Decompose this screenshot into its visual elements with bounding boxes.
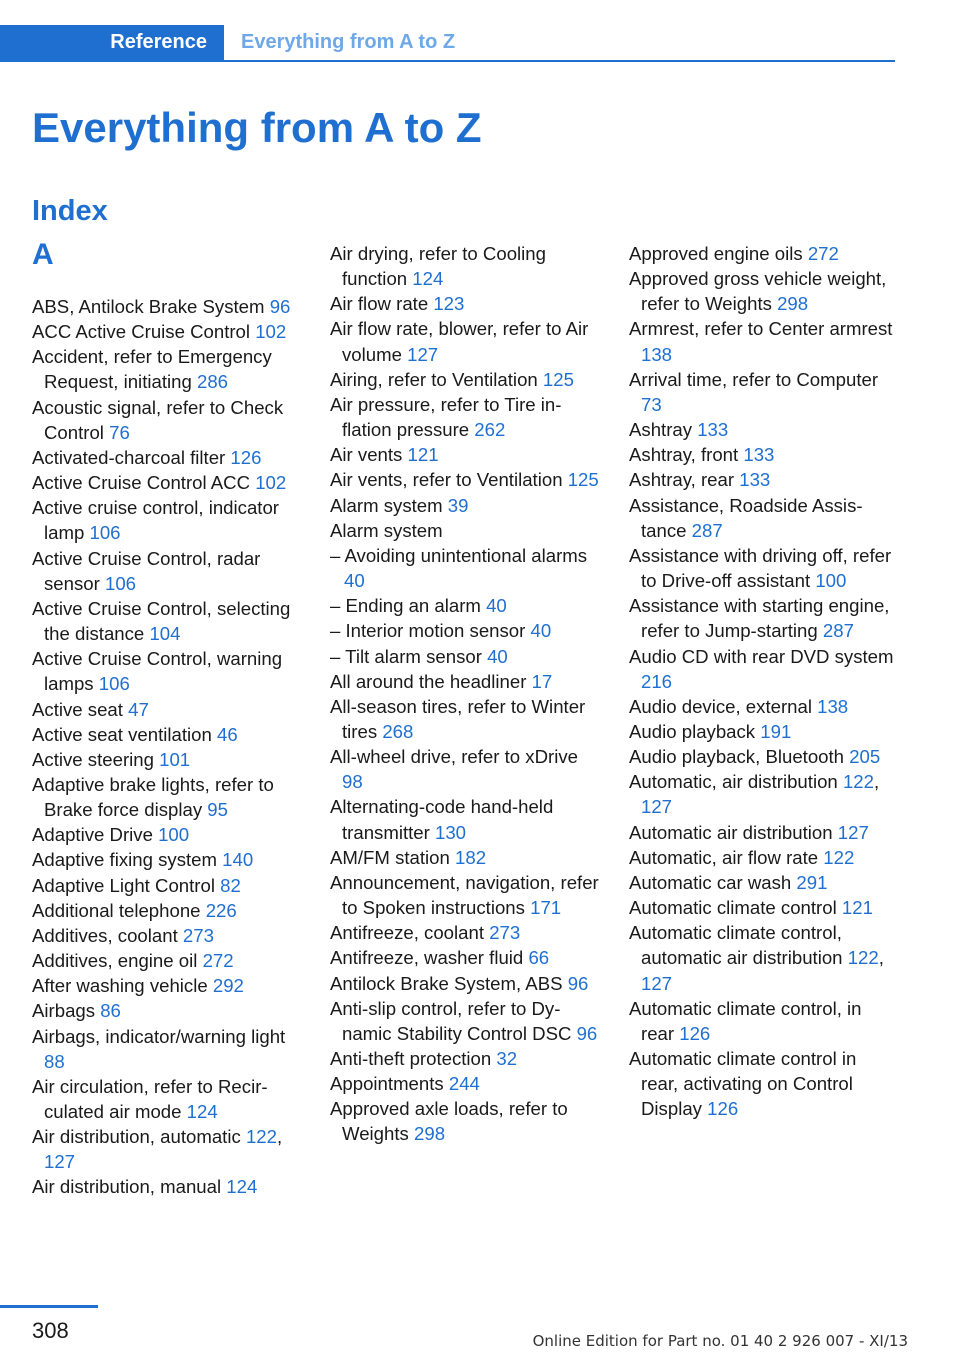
page-reference-link[interactable]: 125	[567, 469, 599, 491]
entry-term: Air drying, refer to Cooling function	[330, 243, 546, 290]
index-entry	[32, 646, 304, 696]
page-reference-link[interactable]: 272	[202, 950, 234, 972]
page-reference-link[interactable]: 98	[342, 771, 363, 793]
entry-term: Antilock Brake System, ABS	[330, 972, 563, 994]
index-column-2	[330, 241, 602, 1147]
page-reference-link[interactable]: 96	[576, 1022, 598, 1044]
entry-term: Additional telephone	[32, 899, 201, 921]
page-reference-link[interactable]: 82	[220, 874, 241, 896]
entry-term: Air flow rate	[330, 293, 429, 315]
entry-term: Active seat ventilation	[32, 723, 212, 745]
entry-term: Arrival time, refer to Computer	[629, 368, 879, 390]
page-title: Everything from A to Z	[32, 104, 482, 151]
page-reference-link[interactable]: 286	[196, 371, 229, 393]
entry-term: Automatic air distribution	[629, 821, 833, 843]
index-entry	[629, 316, 895, 366]
index-entry	[330, 794, 602, 844]
page-reference-link[interactable]: 291	[796, 871, 828, 893]
index-entry	[32, 898, 304, 923]
entry-term: Air vents, refer to Ventilation	[330, 469, 563, 491]
index-entry	[629, 417, 895, 442]
entry-term: Assistance with driving off, refer to Drive-off assistant	[629, 544, 892, 592]
page-reference-link[interactable]: 244	[448, 1073, 480, 1095]
index-entry	[330, 593, 602, 618]
entry-term: Additives, coolant	[32, 924, 178, 946]
entry-term: Anti-slip control, refer to Dynamic Stability Control DSC	[330, 997, 572, 1044]
entry-term: Ashtray, rear	[629, 469, 735, 491]
index-entry	[629, 694, 895, 719]
entry-term: Active Cruise Control, radar sensor	[32, 547, 261, 594]
index-entry	[330, 996, 602, 1046]
page-reference-link[interactable]: 171	[530, 897, 562, 919]
page-reference-link[interactable]: 127	[44, 1151, 76, 1173]
page-reference-link[interactable]: 32	[496, 1048, 518, 1069]
page-reference-link[interactable]: 40	[487, 645, 508, 667]
index-entry	[629, 593, 895, 643]
page-reference-link[interactable]: 40	[344, 570, 365, 592]
page-reference-link[interactable]: 272	[807, 243, 839, 264]
index-entry	[32, 395, 304, 445]
page-reference-link[interactable]: 125	[542, 368, 574, 390]
index-column-3	[629, 241, 895, 1121]
index-entry	[32, 973, 304, 998]
entry-term: – Ending an alarm	[330, 595, 481, 617]
entry-term: All around the headliner	[330, 670, 527, 692]
page-reference-link[interactable]: 205	[849, 746, 881, 768]
page-reference-link[interactable]: 126	[679, 1022, 711, 1044]
index-entry	[32, 923, 304, 948]
entry-term: All-season tires, refer to Winter tires	[330, 695, 586, 742]
page-reference-link[interactable]: 133	[697, 419, 729, 441]
index-entry	[330, 1096, 602, 1146]
page-reference-link[interactable]: 127	[641, 796, 673, 818]
entry-term: Adaptive Light Control	[32, 874, 215, 896]
page-reference-link[interactable]: 106	[104, 572, 137, 594]
entry-term: Automatic, air distribution	[629, 771, 838, 793]
page-reference-link[interactable]: 46	[217, 723, 238, 745]
entry-term: Air pressure, refer to Tire inflation pressure	[330, 393, 562, 441]
page-reference-link[interactable]: 121	[407, 444, 439, 466]
index-entry	[32, 1024, 304, 1074]
index-entry	[629, 644, 895, 694]
entry-term: Air circulation, refer to Recirculated air mode	[32, 1075, 268, 1122]
index-entry	[32, 1174, 304, 1199]
entry-term: Airing, refer to Ventilation	[330, 368, 538, 390]
index-entry	[32, 998, 304, 1023]
index-entry	[32, 294, 304, 319]
entry-term: Antifreeze, coolant	[330, 922, 485, 944]
index-entry	[330, 1046, 602, 1071]
page-reference-link[interactable]: 130	[435, 821, 467, 843]
index-entry	[629, 996, 895, 1046]
page-reference-link[interactable]: 123	[433, 293, 465, 315]
entry-term: Active Cruise Control, selecting the distance	[32, 597, 291, 645]
index-entry	[330, 845, 602, 870]
entry-term: Anti-theft protection	[330, 1048, 492, 1069]
index-entry	[330, 316, 602, 366]
page-reference-link[interactable]: 95	[207, 799, 228, 821]
page-reference-link[interactable]: 292	[212, 975, 244, 997]
entry-term: Automatic car wash	[629, 871, 792, 893]
index-entry	[330, 644, 602, 669]
index-entry	[330, 1071, 602, 1096]
page-reference-link[interactable]: 88	[44, 1050, 65, 1072]
entry-term: Air vents	[330, 444, 403, 466]
page-reference-link[interactable]: 100	[815, 570, 847, 592]
entry-term: Ashtray, front	[629, 444, 739, 466]
page-reference-link[interactable]: 96	[269, 296, 291, 317]
page-reference-link[interactable]: 287	[822, 620, 854, 642]
entry-term: ABS, Antilock Brake System	[32, 296, 265, 317]
entry-term: Approved gross vehicle weight, refer to Weights	[629, 268, 887, 315]
index-entry	[629, 467, 895, 492]
index-entry	[32, 495, 304, 545]
index-entry	[32, 1074, 304, 1124]
page-reference-link[interactable]: 216	[641, 670, 673, 692]
entry-term: Automatic climate control in rear, activating on Control Display	[629, 1048, 857, 1120]
page-reference-link[interactable]: 101	[159, 748, 191, 770]
page-reference-link[interactable]: 126	[707, 1098, 739, 1120]
index-entry	[32, 319, 304, 344]
page-reference-link[interactable]: 86	[100, 1000, 121, 1022]
entry-term: Alarm system	[330, 519, 443, 541]
entry-term: Assistance, Roadside Assistance	[629, 494, 863, 541]
index-entry	[32, 822, 304, 847]
page-reference-link[interactable]: 126	[230, 446, 262, 468]
page-reference-link[interactable]: 298	[777, 293, 809, 315]
index-entry	[32, 344, 304, 394]
entry-term: Airbags	[32, 1000, 96, 1022]
index-entry	[32, 847, 304, 872]
index-entry	[32, 445, 304, 470]
footer-edition: Online Edition for Part no. 01 40 2 926 007 - XI/13	[532, 1332, 908, 1350]
page-reference-link[interactable]: 124	[186, 1101, 218, 1122]
index-entry	[629, 719, 895, 744]
section-tab[interactable]: Reference	[0, 25, 224, 60]
index-entry	[330, 442, 602, 467]
page-reference-link[interactable]: 262	[474, 419, 506, 441]
entry-term: Adaptive fixing system	[32, 849, 217, 871]
page-reference-link[interactable]: 47	[128, 698, 149, 720]
page-reference-link[interactable]: 122	[842, 771, 874, 793]
index-column-1	[32, 240, 304, 1200]
entry-term: Accident, refer to Emergency Request, initiating	[32, 346, 272, 393]
entry-term: Audio CD with rear DVD system	[629, 645, 894, 667]
page-reference-link[interactable]: 17	[531, 670, 553, 692]
index-entry	[629, 895, 895, 920]
page-reference-link[interactable]: 273	[489, 922, 521, 944]
entry-term: All-wheel drive, refer to xDrive	[330, 746, 578, 768]
page-reference-link[interactable]: 127	[837, 821, 869, 843]
entry-term: Adaptive Drive	[32, 824, 153, 846]
index-entry	[330, 920, 602, 945]
index-entry	[629, 543, 895, 593]
index-entry	[629, 266, 895, 316]
page-reference-link[interactable]: 191	[760, 720, 792, 742]
entry-term: – Avoiding unintentional alarms	[330, 544, 588, 566]
index-entry	[629, 820, 895, 845]
index-entry	[32, 596, 304, 646]
index-entry	[330, 493, 602, 518]
index-entry	[629, 493, 895, 543]
entry-term: Automatic climate control, in rear	[629, 997, 862, 1044]
entry-term: Air flow rate, blower, refer to Air volume	[330, 318, 589, 365]
current-tab[interactable]: Everything from A to Z	[241, 31, 456, 53]
index-entry	[330, 543, 602, 593]
page-reference-link[interactable]: 100	[158, 824, 190, 846]
entry-term: Activated-charcoal filter	[32, 446, 226, 468]
entry-term: Automatic, air flow rate	[629, 846, 819, 868]
page-reference-link[interactable]: 102	[255, 472, 287, 494]
index-entry	[330, 744, 602, 794]
page-reference-link[interactable]: 182	[455, 846, 487, 868]
page-reference-link[interactable]: 124	[412, 268, 444, 290]
entry-term: ACC Active Cruise Control	[32, 321, 251, 343]
page-reference-link[interactable]: 127	[641, 972, 673, 994]
page-reference-link[interactable]: 104	[149, 623, 181, 645]
index-entry	[629, 845, 895, 870]
page-reference-link[interactable]: 138	[641, 343, 673, 365]
entry-term: Approved engine oils	[629, 243, 803, 264]
entry-term: Alternating-code hand-held transmitter	[330, 796, 554, 843]
index-entry	[330, 669, 602, 694]
index-entry	[32, 873, 304, 898]
index-entry	[32, 470, 304, 495]
entry-term: Announcement, navigation, refer to Spoken instructions	[330, 871, 599, 919]
entry-term: Active seat	[32, 698, 123, 720]
entry-term: After washing vehicle	[32, 975, 208, 997]
index-entry	[330, 241, 602, 291]
index-entry	[330, 518, 602, 543]
page-reference-link[interactable]: 122	[847, 947, 879, 969]
index-entry	[629, 442, 895, 467]
page-reference-link[interactable]: 138	[817, 695, 849, 717]
page-reference-link[interactable]: 287	[691, 519, 723, 541]
running-header	[0, 25, 895, 62]
entry-term: Airbags, indicator/warning light	[32, 1025, 286, 1047]
page-reference-link[interactable]: 273	[182, 924, 214, 946]
page-reference-link[interactable]: 96	[567, 972, 589, 994]
index-entry: Automatic, air distribution 122, 127	[629, 771, 880, 818]
index-entry	[629, 1046, 895, 1121]
entry-term: Adaptive brake lights, refer to Brake force display	[32, 773, 274, 821]
page-reference-link[interactable]: 127	[407, 343, 439, 365]
page-reference-link[interactable]: 121	[841, 897, 873, 919]
entry-term: Air distribution, manual	[32, 1176, 222, 1198]
page-reference-link[interactable]: 122	[823, 846, 855, 868]
index-entry	[629, 870, 895, 895]
index-entry	[330, 945, 602, 970]
index-entry	[330, 291, 602, 316]
entry-term: Acoustic signal, refer to Check Control	[32, 396, 284, 443]
index-entry	[330, 392, 602, 442]
entry-term: Additives, engine oil	[32, 950, 198, 972]
page-reference-link[interactable]: 298	[414, 1123, 446, 1145]
entry-term: Audio playback, Bluetooth	[629, 746, 845, 768]
entry-term: Assistance with starting engine, refer to Jump-starting	[629, 595, 890, 642]
entry-term: Active Cruise Control, warning lamps	[32, 648, 283, 695]
entry-term: Alarm system	[330, 494, 443, 516]
index-entry	[629, 744, 895, 769]
index-entry	[32, 772, 304, 822]
page-reference-link[interactable]: 133	[739, 469, 771, 491]
entry-term: Audio device, external	[629, 695, 812, 717]
index-entry	[32, 747, 304, 772]
page-reference-link[interactable]: 268	[382, 720, 414, 742]
entry-term: Automatic climate control	[629, 897, 837, 919]
entry-term: Active cruise control, indicator lamp	[32, 497, 279, 544]
page-reference-link[interactable]: 106	[89, 522, 121, 544]
index-entry	[330, 971, 602, 996]
index-entry	[32, 546, 304, 596]
entry-term: Automatic climate control, automatic air distribution	[629, 922, 843, 969]
entry-term: – Tilt alarm sensor	[330, 645, 482, 667]
page-reference-link[interactable]: 106	[98, 673, 130, 695]
entry-term: Ashtray	[629, 419, 693, 441]
index-entry	[330, 467, 602, 492]
entry-term: Audio playback	[629, 720, 756, 742]
entry-term: Air distribution, automatic	[32, 1126, 241, 1148]
index-entry	[330, 618, 602, 643]
page-reference-link[interactable]: 73	[641, 393, 662, 415]
index-letter: A	[32, 238, 54, 271]
entry-term: – Interior motion sensor	[330, 620, 526, 642]
index-entry	[32, 697, 304, 722]
page-reference-link[interactable]: 76	[109, 421, 130, 443]
page-reference-link[interactable]: 39	[447, 494, 469, 516]
page-reference-link[interactable]: 40	[486, 595, 507, 617]
page-number-rule	[0, 1305, 98, 1308]
index-entry	[330, 694, 602, 744]
page-reference-link[interactable]: 124	[226, 1176, 258, 1198]
index-entry	[32, 948, 304, 973]
page-number: 308	[32, 1318, 69, 1343]
index-entry	[330, 870, 602, 920]
page-reference-link[interactable]: 122	[245, 1126, 277, 1148]
page-reference-link[interactable]: 102	[255, 321, 287, 343]
index-entry	[32, 722, 304, 747]
index-entry: Air distribution, automatic 122, 127	[32, 1126, 283, 1173]
entry-term: Active Cruise Control ACC	[32, 472, 251, 494]
page-reference-link[interactable]: 226	[205, 899, 237, 921]
index-entry	[629, 241, 895, 266]
entry-term: AM/FM station	[330, 846, 450, 868]
page-reference-link[interactable]: 66	[528, 947, 550, 969]
page-reference-link[interactable]: 140	[222, 849, 254, 871]
entry-term: Antifreeze, washer fluid	[330, 947, 524, 969]
entry-term: Active steering	[32, 748, 154, 770]
page-reference-link[interactable]: 40	[530, 620, 552, 642]
entry-term: Armrest, refer to Center armrest	[629, 318, 893, 340]
index-entry: Automatic climate control, automatic air distribution 122, 127	[629, 922, 884, 994]
index-entry	[629, 367, 895, 417]
index-heading: Index	[32, 195, 108, 227]
index-entry	[330, 367, 602, 392]
entry-term: Appointments	[330, 1073, 444, 1095]
page-reference-link[interactable]: 133	[743, 444, 775, 466]
entry-term: Approved axle loads, refer to Weights	[330, 1098, 568, 1145]
